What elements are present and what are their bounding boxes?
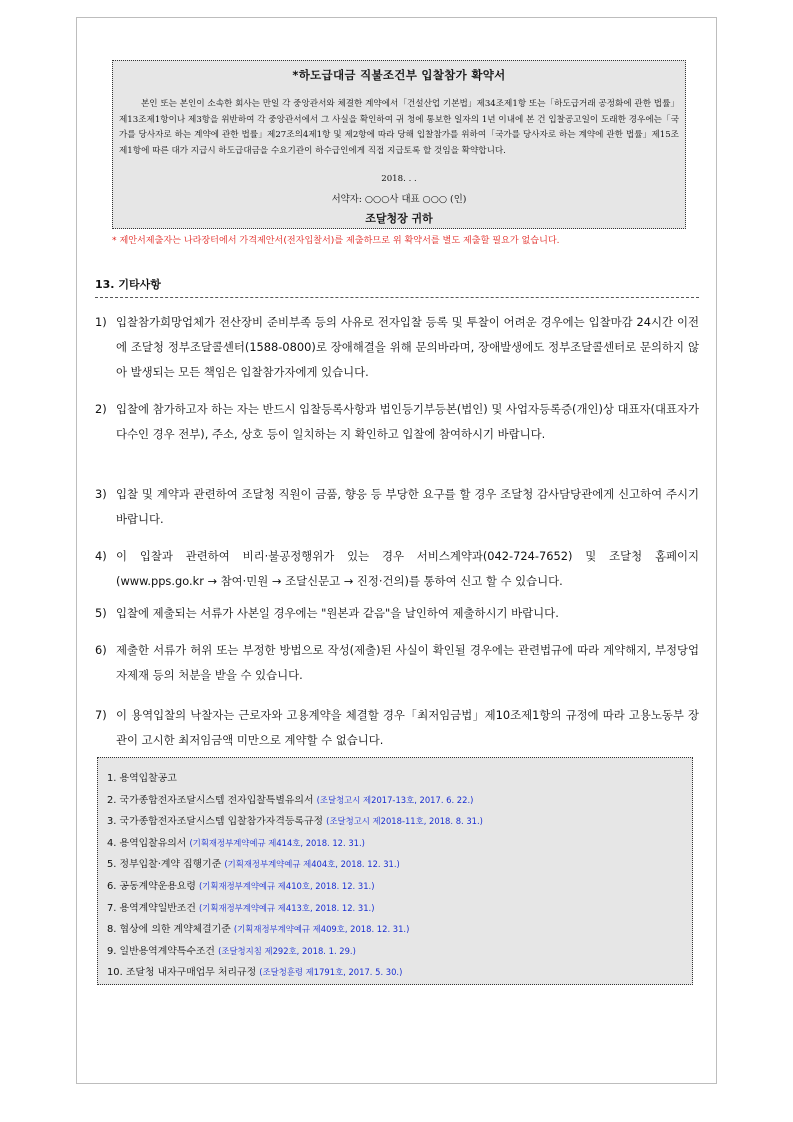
list-item [95,482,699,532]
item-number: 1) [95,315,107,329]
reference-item [107,856,400,870]
reference-item [107,878,374,892]
reference-item [107,943,356,957]
reference-label: 9. 일반용역계약특수조건 [107,946,215,957]
reference-citation: (조달청지침 제292호, 2018. 1. 29.) [218,946,356,956]
reference-citation: (조달청고시 제2017-13호, 2017. 6. 22.) [316,795,474,805]
reference-citation: (기획재정부계약예규 제409호, 2018. 12. 31.) [233,924,410,934]
pledge-signer: 서약자: ○○○사 대표 ○○○ (인) [331,194,467,205]
reference-label: 8. 협상에 의한 계약체결기준 [107,924,231,935]
reference-citation: (기획재정부계약예규 제414호, 2018. 12. 31.) [189,838,365,848]
pledge-box [112,60,686,229]
item-text: 이 입찰과 관련하여 비리·불공정행위가 있는 경우 서비스계약과(042-724-7652) 및 조달청 홈페이지(www.pps.go.kr → 참여·민원 → 조달신문고 → 진정·건의)를 통하여 신고 할 수 있습니다. [116,549,699,588]
reference-label: 1. 용역입찰공고 [107,773,177,784]
item-number: 6) [95,643,107,657]
list-item [95,397,699,447]
list-item [95,310,699,385]
reference-citation: (기획재정부계약예규 제404호, 2018. 12. 31.) [224,859,400,869]
reference-item [107,813,483,827]
item-number: 3) [95,487,107,501]
list-item [95,638,699,688]
pledge-title: *하도급대금 직불조건부 입찰참가 확약서 [292,68,506,82]
reference-item [107,770,177,784]
reference-citation: (조달청고시 제2018-11호, 2018. 8. 31.) [326,816,483,826]
reference-label: 4. 용역입찰유의서 [107,838,187,849]
item-number: 7) [95,708,107,722]
pledge-note: * 제안서제출자는 나라장터에서 가격제안서(전자입찰서)를 제출하므로 위 확약서를 별도 제출할 필요가 없습니다. [112,236,560,246]
reference-box [97,757,693,985]
item-number: 5) [95,606,107,620]
item-text: 제출한 서류가 허위 또는 부정한 방법으로 작성(제출)된 사실이 확인될 경우에는 관련법규에 따라 계약해지, 부정당업자제재 등의 처분을 받을 수 있습니다. [116,643,699,682]
reference-label: 6. 공동계약운용요령 [107,881,196,892]
item-text: 입찰에 참가하고자 하는 자는 반드시 입찰등록사항과 법인등기부등본(법인) 및 사업자등록증(개인)상 대표자(대표자가 다수인 경우 전부), 주소, 상호 등이 일치하는 지 확인하고 입찰에 참여하시기 바랍니다. [116,402,699,441]
item-text: 입찰에 제출되는 서류가 사본일 경우에는 "원본과 같음"을 날인하여 제출하시기 바랍니다. [116,606,559,620]
item-text: 이 용역입찰의 낙찰자는 근로자와 고용계약을 체결할 경우「최저임금법」제10조제1항의 규정에 따라 고용노동부 장관이 고시한 최저임금액 미만으로 계약할 수 없습니다. [116,708,699,747]
reference-citation: (기획재정부계약예규 제410호, 2018. 12. 31.) [199,881,375,891]
reference-item [107,835,365,849]
pledge-body: 본인 또는 본인이 소속한 회사는 만일 각 중앙관서와 체결한 계약에서「건설산업 기본법」제34조제1항 또는「하도급거래 공정화에 관한 법률」제13조제1항이나 제3항을 위반하여 각 중앙관서에서 그 사실을 확인하여 귀 청에 통보한 일자의 1년 이내에 본 건 입찰공고일이 도래한 경우에는「국가를 당사자로 하는 계약에 관한 법률」제27조의4제1항 및 제2항에 따라 당해 입찰참가를 위하여「국가를 당사자로 하는 계약에 관한 법률」제15조제1항에 따른 대가 지급시 하도급대금을 수요기관이 하수급인에게 직접 지급토록 할 것임을 확약합니다. [119,99,679,156]
list-item [95,601,699,626]
reference-label: 5. 정부입찰·계약 집행기준 [107,859,222,870]
reference-label: 2. 국가종합전자조달시스템 전자입찰특별유의서 [107,795,314,806]
pledge-date: 2018. . . [381,174,417,184]
reference-item [107,921,409,935]
reference-citation: (조달청훈령 제1791호, 2017. 5. 30.) [259,967,403,977]
reference-label: 3. 국가종합전자조달시스템 입찰참가자격등록규정 [107,816,324,827]
reference-citation: (기획재정부계약예규 제413호, 2018. 12. 31.) [199,903,375,913]
item-number: 4) [95,549,107,563]
item-text: 입찰 및 계약과 관련하여 조달청 직원이 금품, 향응 등 부당한 요구를 할 경우 조달청 감사담당관에게 신고하여 주시기 바랍니다. [116,487,699,526]
reference-item [107,964,402,978]
reference-label: 10. 조달청 내자구매업무 처리규정 [107,967,257,978]
list-item [95,703,699,753]
reference-item [107,792,473,806]
section-title: 13. 기타사항 [95,278,161,291]
reference-item [107,900,374,914]
item-number: 2) [95,402,107,416]
list-item [95,544,699,594]
item-text: 입찰참가희망업체가 전산장비 준비부족 등의 사유로 전자입찰 등록 및 투찰이 어려운 경우에는 입찰마감 24시간 이전에 조달청 정부조달콜센터(1588-0800)로 장애해결을 위해 문의바라며, 장애발생에도 정부조달콜센터로 문의하지 않아 발생되는 모든 책임은 입찰참가자에게 있습니다. [116,315,699,379]
reference-label: 7. 용역계약일반조건 [107,903,196,914]
pledge-addressee: 조달청장 귀하 [365,212,433,225]
section-divider [95,297,699,298]
